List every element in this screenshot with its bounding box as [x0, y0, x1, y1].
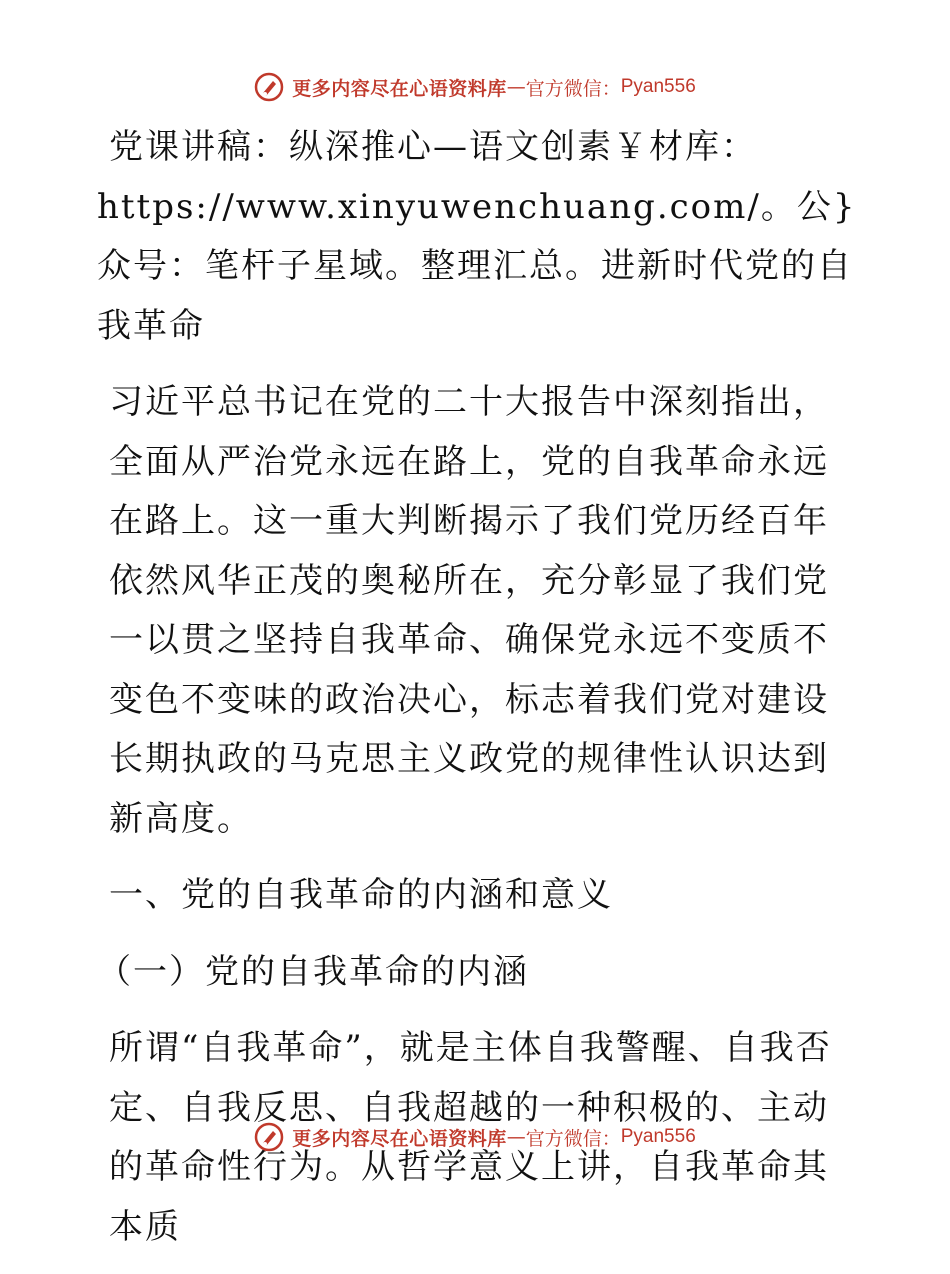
bottom-watermark-banner — [0, 1122, 950, 1152]
subsection-heading: （一）党的自我革命的内涵 — [97, 951, 529, 992]
banner-dash: — — [506, 1126, 526, 1148]
banner-wechat-label: 官方微信： — [525, 77, 621, 100]
banner-brand: 更多内容尽在心语资料库 — [292, 77, 507, 100]
document-body — [97, 118, 857, 1274]
banner-dash: — — [506, 76, 526, 98]
banner-wechat-id: Pyan556 — [620, 1126, 696, 1147]
pen-logo-icon — [254, 72, 284, 102]
top-watermark-banner — [0, 72, 950, 102]
banner-brand: 更多内容尽在心语资料库 — [292, 1127, 507, 1150]
document-header — [97, 118, 857, 356]
section-heading: 一、党的自我革命的内涵和意义 — [109, 875, 613, 915]
banner-wechat-label: 官方微信： — [525, 1127, 621, 1150]
paragraph-intro: 习近平总书记在党的二十大报告中深刻指出，全面从严治党永远在路上，党的自我革命永远在路上。这一重大判断揭示了我们党历经百年依然风华正茂的奥秘所在，充分彰显了我们党一以贯之坚持自我革命、确保党永远不变质不变色不变味的政治决心，标志着我们党对建设长期执政的马克思主义政党的规律性认识达到新高度。 — [109, 382, 829, 839]
paragraph-definition: 所谓“自我革命”，就是主体自我警醒、自我否定、自我反思、自我超越的一种积极的、主动的革命性行为。从哲学意义上讲，自我革命其本质 — [109, 1028, 832, 1247]
header-line-2: https://www.xinyuwenchuang.com/。公}众号：笔杆子星域。整理汇总。进新时代党的自我革命 — [97, 186, 857, 346]
banner-wechat-id: Pyan556 — [620, 76, 696, 97]
pen-logo-icon — [254, 1122, 284, 1152]
header-line-1: 党课讲稿：纵深推心—语文创素￥材库： — [109, 127, 757, 167]
